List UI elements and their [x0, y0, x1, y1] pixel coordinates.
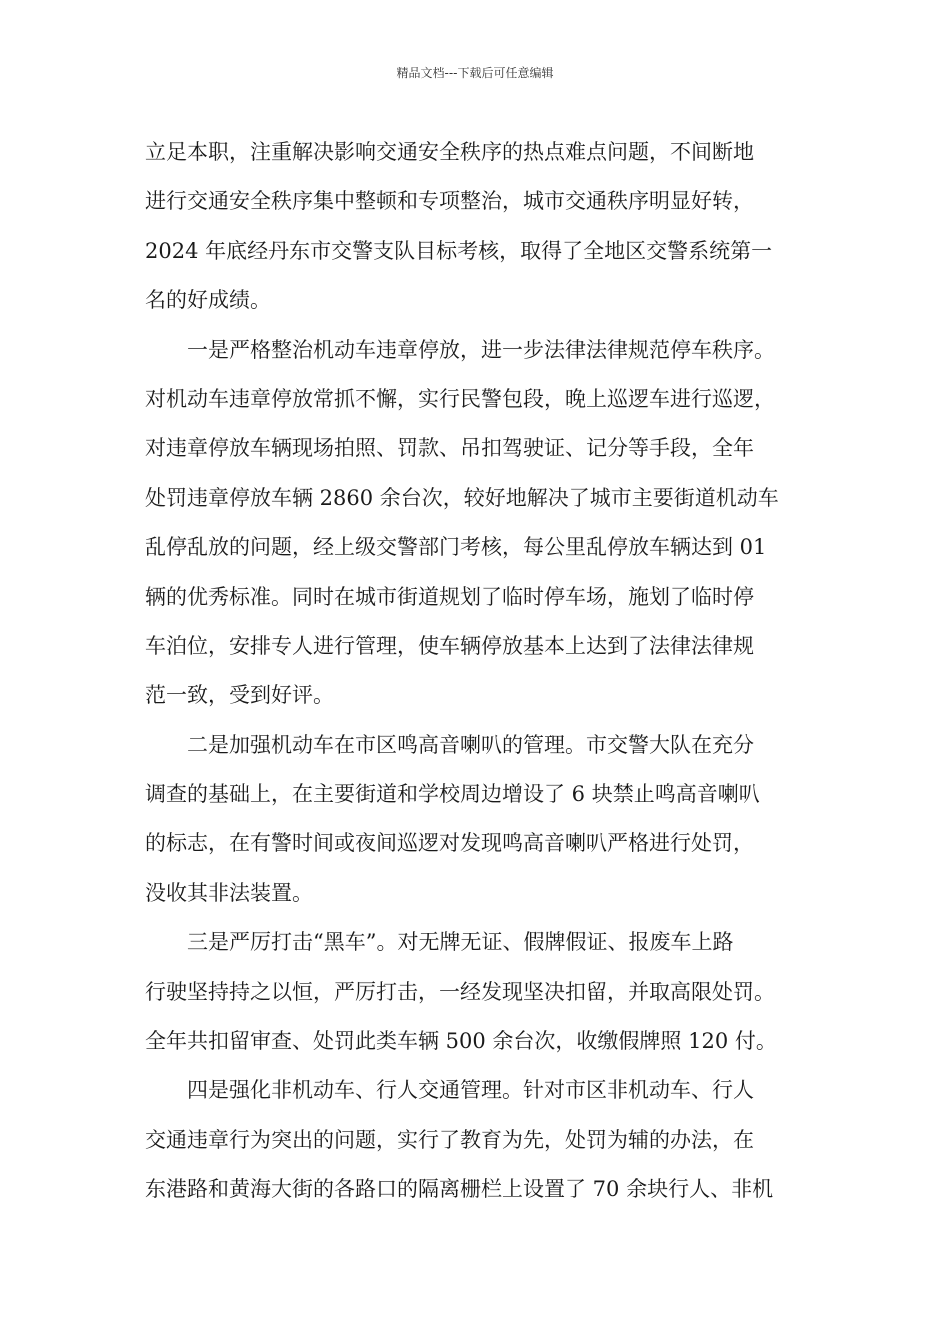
- text-line-18: 行驶坚持持之以恒，严厉打击，一经发现坚决扣留，并取高限处罚。: [145, 979, 775, 1004]
- text-line-9: 乱停乱放的问题，经上级交警部门考核，每公里乱停放车辆达到 01: [145, 535, 767, 560]
- document-body: [0, 128, 950, 1215]
- text-line-22: 东港路和黄海大街的各路口的隔离栅栏上设置了 70 余块行人、非机: [145, 1177, 774, 1202]
- text-line-19: 全年共扣留审查、处罚此类车辆 500 余台次，收缴假牌照 120 付。: [145, 1029, 777, 1054]
- text-line-12: 范一致，受到好评。: [145, 683, 334, 708]
- text-line-21: 交通违章行为突出的问题，实行了教育为先，处罚为辅的办法，在: [145, 1127, 754, 1152]
- text-line-15: 的标志，在有警时间或夜间巡逻对发现鸣高音喇叭严格进行处罚，: [145, 831, 754, 856]
- text-line-6: 对机动车违章停放常抓不懈，实行民警包段，晚上巡逻车进行巡逻，: [145, 386, 775, 411]
- text-line-10: 辆的优秀标准。同时在城市街道规划了临时停车场，施划了临时停: [145, 584, 754, 609]
- text-line-7: 对违章停放车辆现场拍照、罚款、吊扣驾驶证、记分等手段，全年: [145, 436, 754, 461]
- text-line-2: 进行交通安全秩序集中整顿和专项整治，城市交通秩序明显好转，: [145, 189, 754, 214]
- paragraph-1-first-line: 一是严格整治机动车违章停放，进一步法律法律规范停车秩序。: [187, 337, 775, 362]
- text-line-11: 车泊位，安排专人进行管理，使车辆停放基本上达到了法律法律规: [145, 633, 754, 658]
- text-line-16: 没收其非法装置。: [145, 880, 313, 905]
- paragraph-3-first-line: 三是严厉打击“黑车”。对无牌无证、假牌假证、报废车上路: [187, 930, 734, 955]
- text-line-14: 调查的基础上，在主要街道和学校周边增设了 6 块禁止鸣高音喇叭: [145, 782, 760, 807]
- text-line-4: 名的好成绩。: [145, 288, 271, 313]
- text-line-3: 2024 年底经丹东市交警支队目标考核，取得了全地区交警系统第一: [145, 238, 773, 263]
- text-line-1: 立足本职，注重解决影响交通安全秩序的热点难点问题，不间断地: [145, 140, 754, 164]
- page-header: 精品文档---下载后可任意编辑: [396, 66, 554, 80]
- text-line-8: 处罚违章停放车辆 2860 余台次，较好地解决了城市主要街道机动车: [145, 485, 779, 510]
- paragraph-2-first-line: 二是加强机动车在市区鸣高音喇叭的管理。市交警大队在充分: [187, 732, 754, 757]
- paragraph-4-first-line: 四是强化非机动车、行人交通管理。针对市区非机动车、行人: [187, 1078, 754, 1103]
